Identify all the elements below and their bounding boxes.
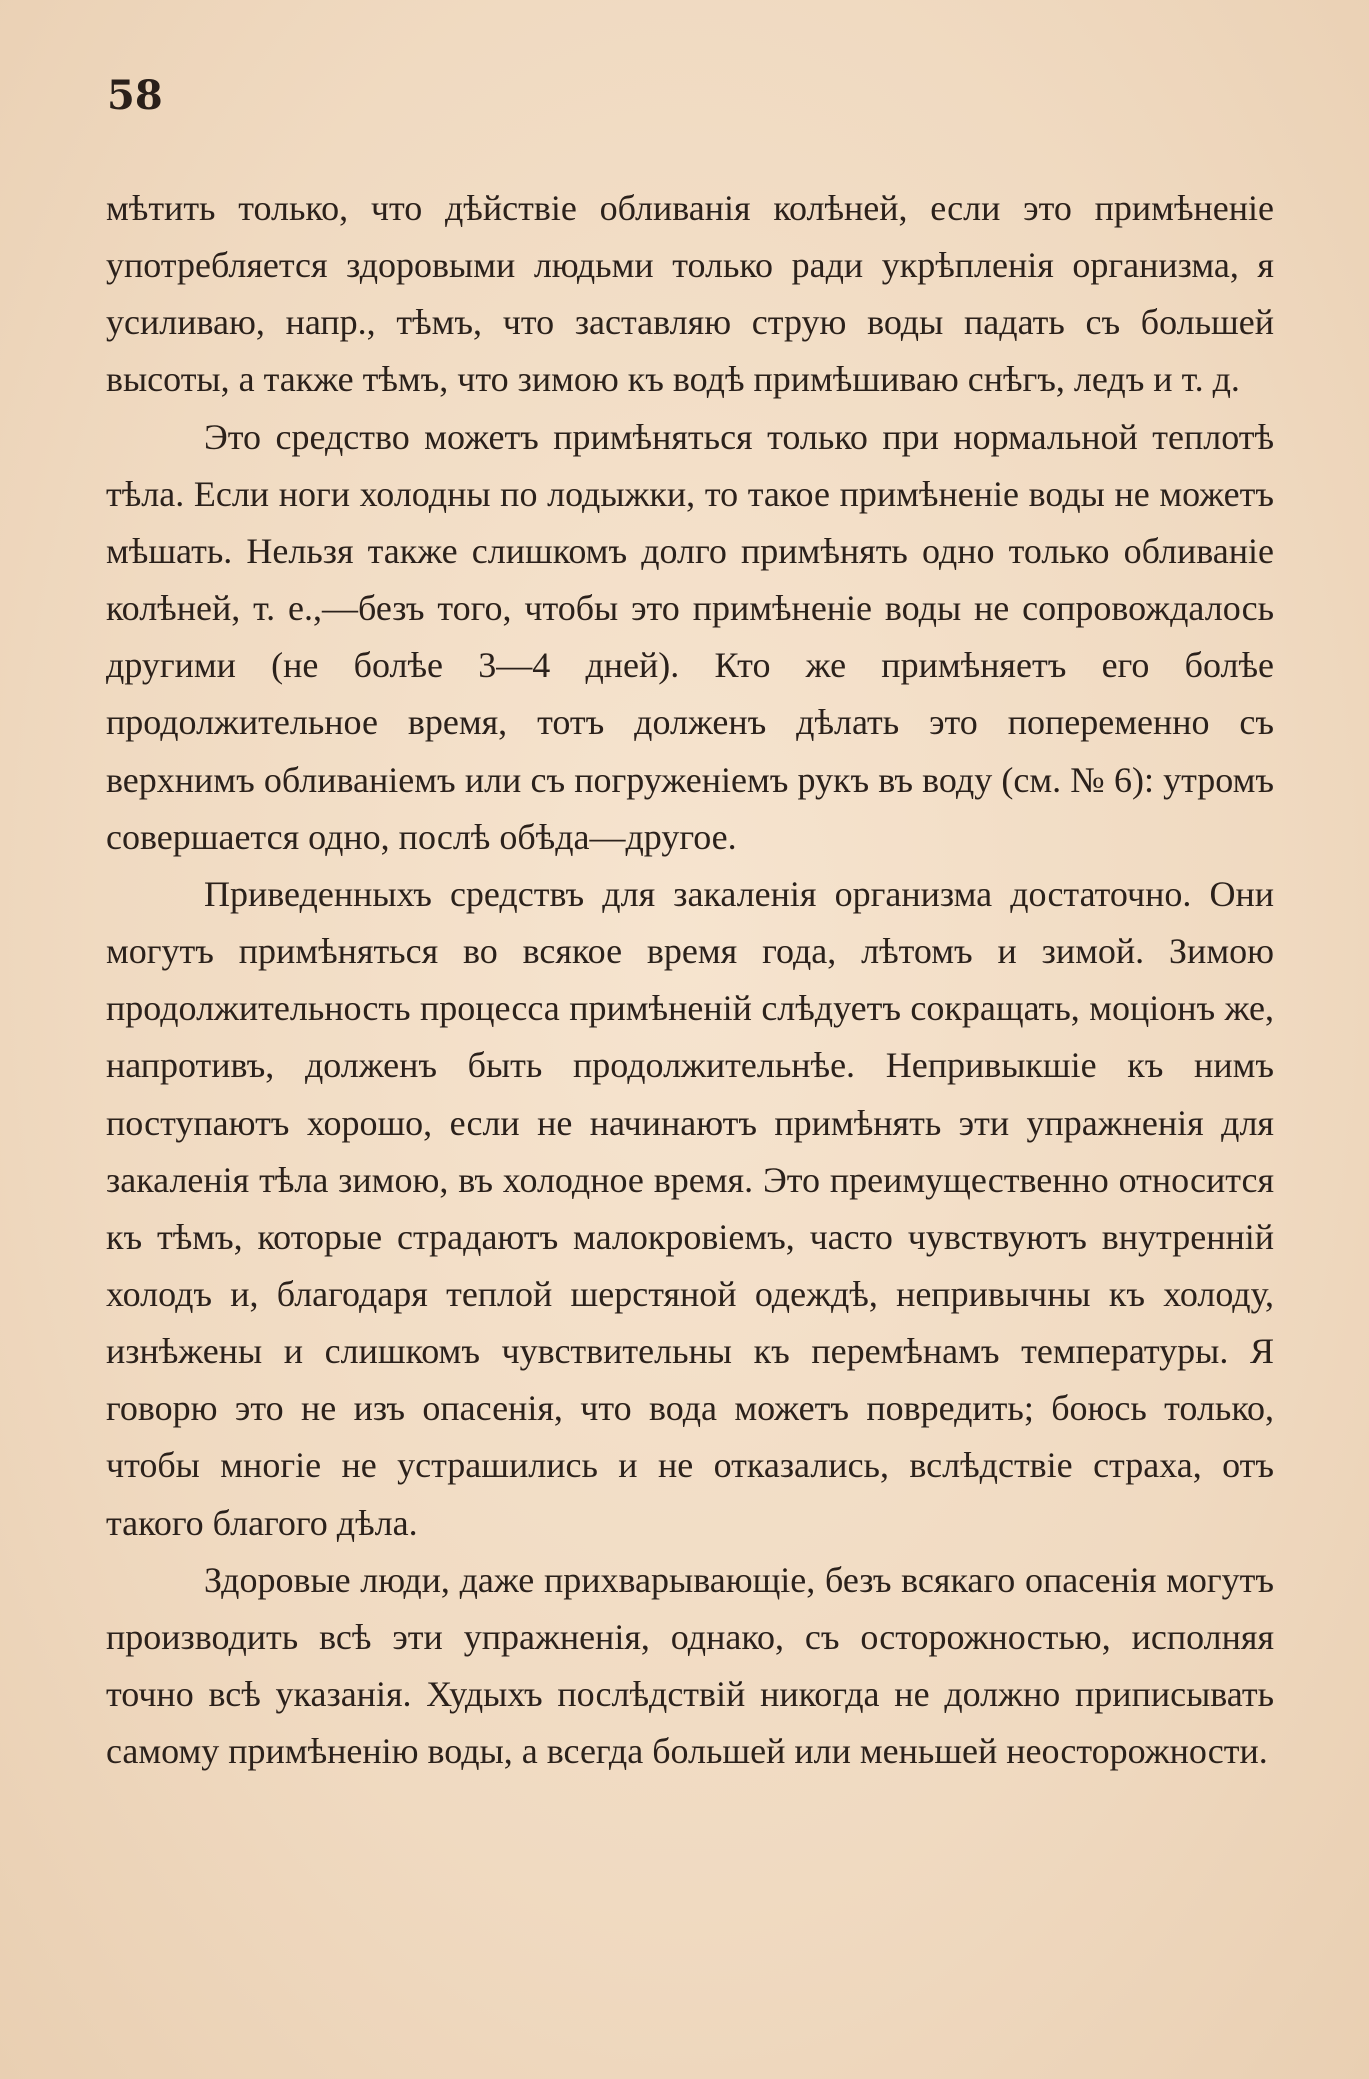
paragraph-4: Здоровые люди, даже прихварывающіе, безъ всякаго опасенія могутъ производить всѣ эти упражненія, однако, съ осторожностью, исполняя точно всѣ указанія. Худыхъ послѣдствій никогда не должно приписывать самому примѣненію воды, а всегда большей или меньшей неосторожности. xyxy=(106,1559,1274,1772)
paragraph-3: Приведенныхъ средствъ для закаленія организма достаточно. Они могутъ примѣняться во всякое время года, лѣтомъ и зимой. Зимою продолжительность процесса примѣненій слѣдуетъ сокращать, моціонъ же, напротивъ, долженъ быть продолжительнѣе. Непривыкшіе къ нимъ поступаютъ хорошо, если не начинаютъ примѣнять эти упражненія для закаленія тѣла зимою, въ холодное время. Это преимущественно относится къ тѣмъ, которые страдаютъ малокровіемъ, часто чувствуютъ внутренній холодъ и, благодаря теплой шерстяной одеждѣ, непривычны къ холоду, изнѣжены и слишкомъ чувствительны къ перемѣнамъ температуры. Я говорю это не изъ опасенія, что вода можетъ повредить; боюсь только, чтобы многіе не устрашились и не отказались, вслѣдствіе страха, отъ такого благого дѣла. xyxy=(106,873,1274,1543)
paragraph-1: мѣтить только, что дѣйствіе обливанія колѣней, если это примѣненіе употребляется здоровыми людьми только ради укрѣпленія организма, я усиливаю, напр., тѣмъ, что заставляю струю воды падать съ большей высоты, а также тѣмъ, что зимою къ водѣ примѣшиваю снѣгъ, ледъ и т. д. xyxy=(106,188,1274,400)
body-text xyxy=(106,180,1274,1780)
paragraph-2: Это средство можетъ примѣняться только при нормальной теплотѣ тѣла. Если ноги холодны по лодыжки, то такое примѣненіе воды не можетъ мѣшать. Нельзя также слишкомъ долго примѣнять одно только обливаніе колѣней, т. е.,—безъ того, чтобы это примѣненіе воды не сопровождалось другими (не болѣе 3—4 дней). Кто же примѣняетъ его болѣе продолжительное время, тотъ долженъ дѣлать это попеременно съ верхнимъ обливаніемъ или съ погруженіемъ рукъ въ воду (см. № 6): утромъ совершается одно, послѣ обѣда—другое. xyxy=(106,416,1274,857)
page-number: 58 xyxy=(107,72,163,119)
